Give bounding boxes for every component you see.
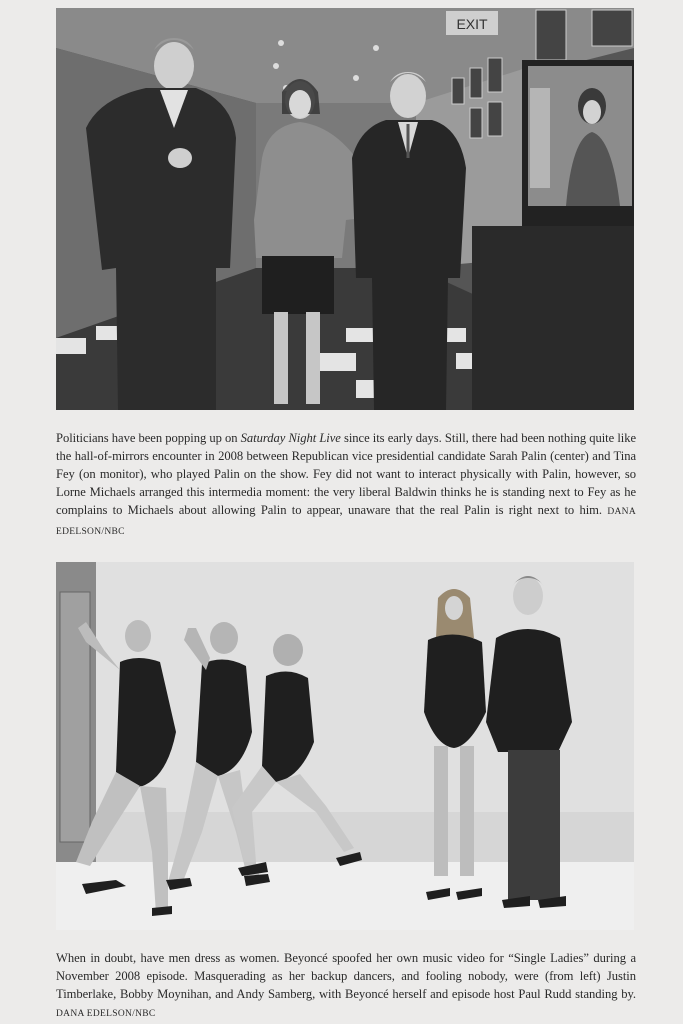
exit-sign: EXIT	[456, 16, 488, 32]
caption2-text: When in doubt, have men dress as women. Beyoncé spoofed her own music video for “Single Ladies” during a November 2008 episode. Masquerading as her backup dancers, and fooling nobody, were (from left) Justin Timberlake, Bobby Moynihan, and Andy Samberg, with Beyoncé herself and episode host Paul Rudd standing by.	[56, 950, 636, 1001]
photo-credit: DANA EDELSON/NBC	[56, 1008, 156, 1019]
hallway-photo	[56, 8, 634, 410]
caption1-text-start: Politicians have been popping up on	[56, 430, 241, 445]
show-title: Saturday Night Live	[240, 430, 341, 445]
caption1-text-end: since its early days. Still, there had been nothing quite like the hall-of-mirrors encounter in 2008 between Republican vice presidential candidate Sarah Palin (center) and Tina Fey (on monitor), who played Palin on the show. Fey did not want to interact physically with Palin, however, so Lorne Michaels arranged this intermedia moment: the very liberal Baldwin thinks he is standing next to Fey as he complains to Michaels about allowing Palin to appear, unaware that the real Palin is right next to him.	[56, 430, 637, 517]
caption-snl-politicians	[56, 429, 636, 541]
caption-single-ladies	[56, 949, 636, 1023]
photo-credit: DANA EDELSON/NBC	[56, 506, 636, 537]
single-ladies-photo	[56, 562, 634, 930]
single-ladies-photo-image	[56, 562, 634, 930]
hallway-photo-image	[56, 8, 634, 410]
